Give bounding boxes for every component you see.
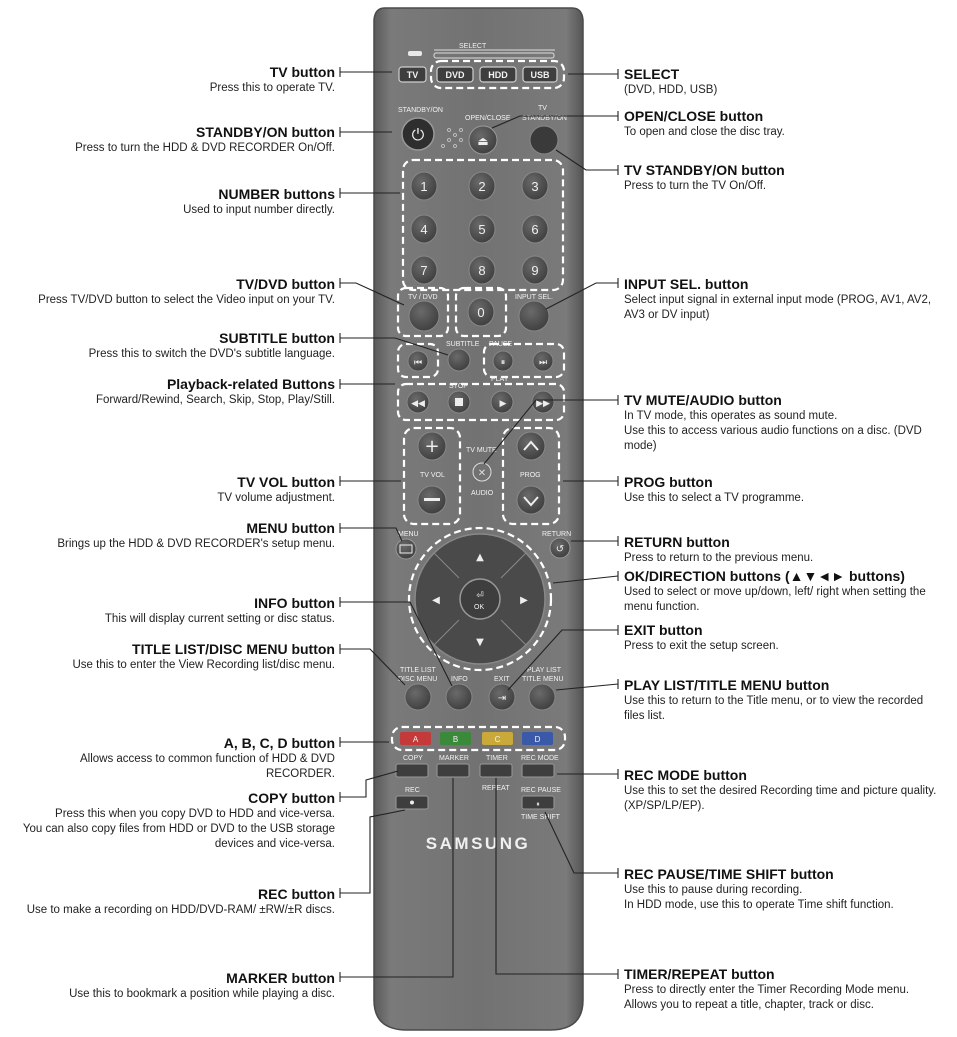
b-button[interactable]: [440, 732, 471, 745]
exit-icon: ⇥: [497, 693, 507, 704]
skip-forward-button[interactable]: [533, 351, 553, 371]
number-0-label: 0: [477, 305, 485, 320]
rewind-icon: ◀◀: [411, 399, 425, 409]
open-close-label: OPEN/CLOSE: [465, 115, 511, 122]
plus-icon: +: [424, 436, 440, 457]
standby-button[interactable]: [402, 118, 434, 150]
number-4-label: 4: [420, 222, 428, 237]
svg-text:A: A: [412, 735, 419, 744]
hdd-button[interactable]: [480, 67, 516, 82]
callout-recpause: REC PAUSE/TIME SHIFT button Use this to pause during recording. In HDD mode, use this to operate Time shift function.: [624, 866, 894, 911]
play-icon: ▶: [499, 399, 507, 409]
info-label: INFO: [451, 676, 468, 683]
audio-label: AUDIO: [471, 490, 494, 497]
number-5-label: 5: [478, 222, 486, 237]
callout-info: INFO button This will display current setting or disc status.: [104, 595, 335, 625]
callout-select: SELECT (DVD, HDD, USB): [624, 66, 718, 96]
power-icon: ⏻: [411, 125, 425, 144]
c-button[interactable]: [482, 732, 513, 745]
number-5-button[interactable]: [469, 215, 495, 243]
skip-back-button[interactable]: [408, 351, 428, 371]
stop-button[interactable]: [448, 391, 470, 413]
copy-button[interactable]: [396, 764, 428, 777]
number-1-label: 1: [420, 179, 428, 194]
left-arrow-icon: ◀: [432, 595, 440, 606]
timer-button[interactable]: [480, 764, 512, 777]
prog-up-button[interactable]: [517, 432, 545, 460]
callout-recmode: REC MODE button Use this to set the desired Recording time and picture quality. (XP/SP/LP/EP).: [624, 767, 937, 812]
title-list-button[interactable]: [405, 684, 431, 710]
svg-text:DVD: DVD: [445, 70, 465, 80]
rec-label: REC: [405, 787, 420, 794]
callout-abcd: A, B, C, D button Allows access to common function of HDD & DVD RECORDER.: [79, 735, 335, 780]
number-8-button[interactable]: [469, 256, 495, 284]
tv-mute-label: TV MUTE: [466, 447, 497, 454]
exit-label: EXIT: [494, 676, 510, 683]
tv-standby-button[interactable]: [530, 126, 558, 154]
return-icon: ↺: [555, 544, 565, 555]
up-arrow-icon: ▲: [476, 552, 484, 563]
stop-label: STOP: [449, 383, 468, 390]
callout-subtitle: SUBTITLE button Press this to switch the DVD's subtitle language.: [88, 330, 335, 360]
return-label: RETURN: [542, 531, 572, 538]
dvd-button[interactable]: [437, 67, 473, 82]
callout-tv: TV button Press this to operate TV.: [209, 64, 335, 94]
enter-icon: ⏎: [476, 591, 484, 601]
skip-back-icon: ⏮: [413, 358, 423, 368]
callout-rec: REC button Use to make a recording on HDD/DVD-RAM/ ±RW/±R discs.: [26, 886, 335, 916]
callout-timer: TIMER/REPEAT button Press to directly enter the Timer Recording Mode menu. Allows you to repeat a title, chapter, track or disc.: [624, 966, 910, 1011]
callout-playlist: PLAY LIST/TITLE MENU button Use this to return to the Title menu, or to view the recorded files list.: [624, 677, 924, 722]
exit-button[interactable]: [489, 684, 515, 710]
callout-number: NUMBER buttons Used to input number directly.: [183, 186, 335, 216]
return-button[interactable]: [550, 538, 570, 558]
callout-titlelist: TITLE LIST/DISC MENU button Use this to enter the View Recording list/disc menu.: [72, 641, 335, 671]
callout-exit: EXIT button Press to exit the setup screen.: [624, 622, 779, 652]
rec-dot-icon: [410, 801, 414, 805]
stop-icon: [455, 398, 463, 406]
callout-prog: PROG button Use this to select a TV programme.: [624, 474, 805, 504]
svg-text:TV: TV: [406, 70, 419, 80]
tv-dvd-label: TV / DVD: [408, 294, 438, 301]
number-3-button[interactable]: [522, 172, 548, 200]
right-arrow-icon: ▶: [520, 595, 528, 606]
callout-tvvol: TV VOL button TV volume adjustment.: [217, 474, 335, 504]
d-button[interactable]: [522, 732, 553, 745]
pause-icon: ⏸: [500, 358, 506, 368]
number-6-label: 6: [531, 222, 539, 237]
callout-tvdvd: TV/DVD button Press TV/DVD button to select the Video input on your TV.: [38, 276, 335, 306]
number-4-button[interactable]: [411, 215, 437, 243]
a-button[interactable]: [400, 732, 431, 745]
skip-forward-icon: ⏭: [538, 358, 548, 368]
copy-label: COPY: [403, 755, 423, 762]
number-2-button[interactable]: [469, 172, 495, 200]
callout-return: RETURN button Press to return to the previous menu.: [624, 534, 814, 564]
rec-mode-button[interactable]: [522, 764, 554, 777]
time-shift-label: TIME SHIFT: [521, 814, 560, 821]
title-list-label: TITLE LIST: [400, 667, 436, 674]
usb-button[interactable]: [523, 67, 557, 82]
svg-text:HDD: HDD: [488, 70, 508, 80]
callout-ok: OK/DIRECTION buttons (▲▼◄► buttons) Used to select or move up/down, left/ right when setting the menu function.: [624, 568, 926, 613]
minus-icon: [424, 498, 440, 501]
menu-label: MENU: [398, 531, 419, 538]
vol-down-button[interactable]: [418, 486, 446, 514]
rec-button[interactable]: [396, 796, 428, 809]
disc-menu-label: DISC MENU: [398, 676, 438, 683]
fast-forward-button[interactable]: [532, 391, 554, 413]
repeat-label: REPEAT: [482, 785, 510, 792]
rec-mode-label: REC MODE: [521, 755, 559, 762]
play-button[interactable]: [491, 391, 513, 413]
callout-tvstandby: TV STANDBY/ON button Press to turn the TV On/Off.: [624, 162, 785, 192]
number-0-button[interactable]: [468, 298, 494, 326]
tv-standby-label-1: TV: [538, 105, 547, 112]
pause-label: PAUSE: [489, 341, 513, 348]
prog-down-button[interactable]: [517, 486, 545, 514]
number-3-label: 3: [531, 179, 539, 194]
number-7-label: 7: [420, 263, 428, 278]
number-6-button[interactable]: [522, 215, 548, 243]
prog-label: PROG: [520, 472, 541, 479]
callout-marker: MARKER button Use this to bookmark a position while playing a disc.: [69, 970, 335, 1000]
rewind-button[interactable]: [407, 391, 429, 413]
tv-led: [408, 51, 422, 56]
down-arrow-icon: ▼: [476, 637, 484, 648]
rec-pause-button[interactable]: [522, 796, 554, 809]
pause-small-icon: ⏸: [536, 800, 540, 808]
play-label: PLAY: [491, 376, 509, 383]
marker-label: MARKER: [439, 755, 469, 762]
subtitle-label: SUBTITLE: [446, 341, 480, 348]
svg-text:C: C: [494, 735, 501, 744]
vol-up-button[interactable]: [418, 432, 446, 460]
callout-openclose: OPEN/CLOSE button To open and close the disc tray.: [624, 108, 785, 138]
play-list-button[interactable]: [529, 684, 555, 710]
tv-standby-label-2: STANDBY/ON: [522, 115, 567, 122]
eject-icon: ⏏: [477, 134, 489, 148]
svg-text:USB: USB: [530, 70, 550, 80]
mute-icon: ✕: [477, 468, 487, 479]
number-9-button[interactable]: [522, 256, 548, 284]
fast-forward-icon: ▶▶: [536, 399, 550, 409]
timer-label: TIMER: [486, 755, 508, 762]
ok-button[interactable]: [460, 579, 500, 619]
info-button[interactable]: [446, 684, 472, 710]
input-sel-button[interactable]: [519, 301, 549, 331]
svg-text:OK: OK: [474, 604, 485, 611]
rec-pause-label: REC PAUSE: [521, 787, 561, 794]
callout-tvmute: TV MUTE/AUDIO button In TV mode, this operates as sound mute. Use this to access various audio functions on a disc. (DVD mode): [624, 392, 922, 452]
number-8-label: 8: [478, 263, 486, 278]
menu-button[interactable]: [396, 539, 416, 559]
callout-playback: Playback-related Buttons Forward/Rewind, Search, Skip, Stop, Play/Still.: [95, 376, 335, 406]
svg-text:D: D: [534, 735, 541, 744]
tv-dvd-button[interactable]: [409, 301, 439, 331]
title-menu-label: TITLE MENU: [522, 676, 564, 683]
input-sel-label: INPUT SEL.: [515, 294, 553, 301]
callout-copy: COPY button Press this when you copy DVD to HDD and vice-versa. You can also copy files from HDD or DVD to the USB storage devices and vice-versa.: [22, 790, 335, 850]
select-label: SELECT: [459, 43, 487, 50]
number-2-label: 2: [478, 179, 486, 194]
open-close-button[interactable]: [469, 126, 497, 154]
pause-button[interactable]: [493, 351, 513, 371]
tv-vol-label: TV VOL: [420, 472, 445, 479]
number-7-button[interactable]: [411, 256, 437, 284]
brand-logo: SAMSUNG: [425, 834, 531, 853]
standby-label: STANDBY/ON: [398, 107, 443, 114]
marker-button[interactable]: [437, 764, 469, 777]
tv-button[interactable]: [399, 67, 426, 82]
callout-standby: STANDBY/ON button Press to turn the HDD & DVD RECORDER On/Off.: [75, 124, 335, 154]
callout-menu: MENU button Brings up the HDD & DVD RECORDER's setup menu.: [57, 520, 335, 550]
svg-text:B: B: [452, 735, 459, 744]
callout-inputsel: INPUT SEL. button Select input signal in external input mode (PROG, AV1, AV2, AV3 or DV input): [624, 276, 932, 321]
subtitle-button[interactable]: [448, 349, 470, 371]
play-list-label: PLAY LIST: [527, 667, 561, 674]
number-1-button[interactable]: [411, 172, 437, 200]
number-9-label: 9: [531, 263, 539, 278]
